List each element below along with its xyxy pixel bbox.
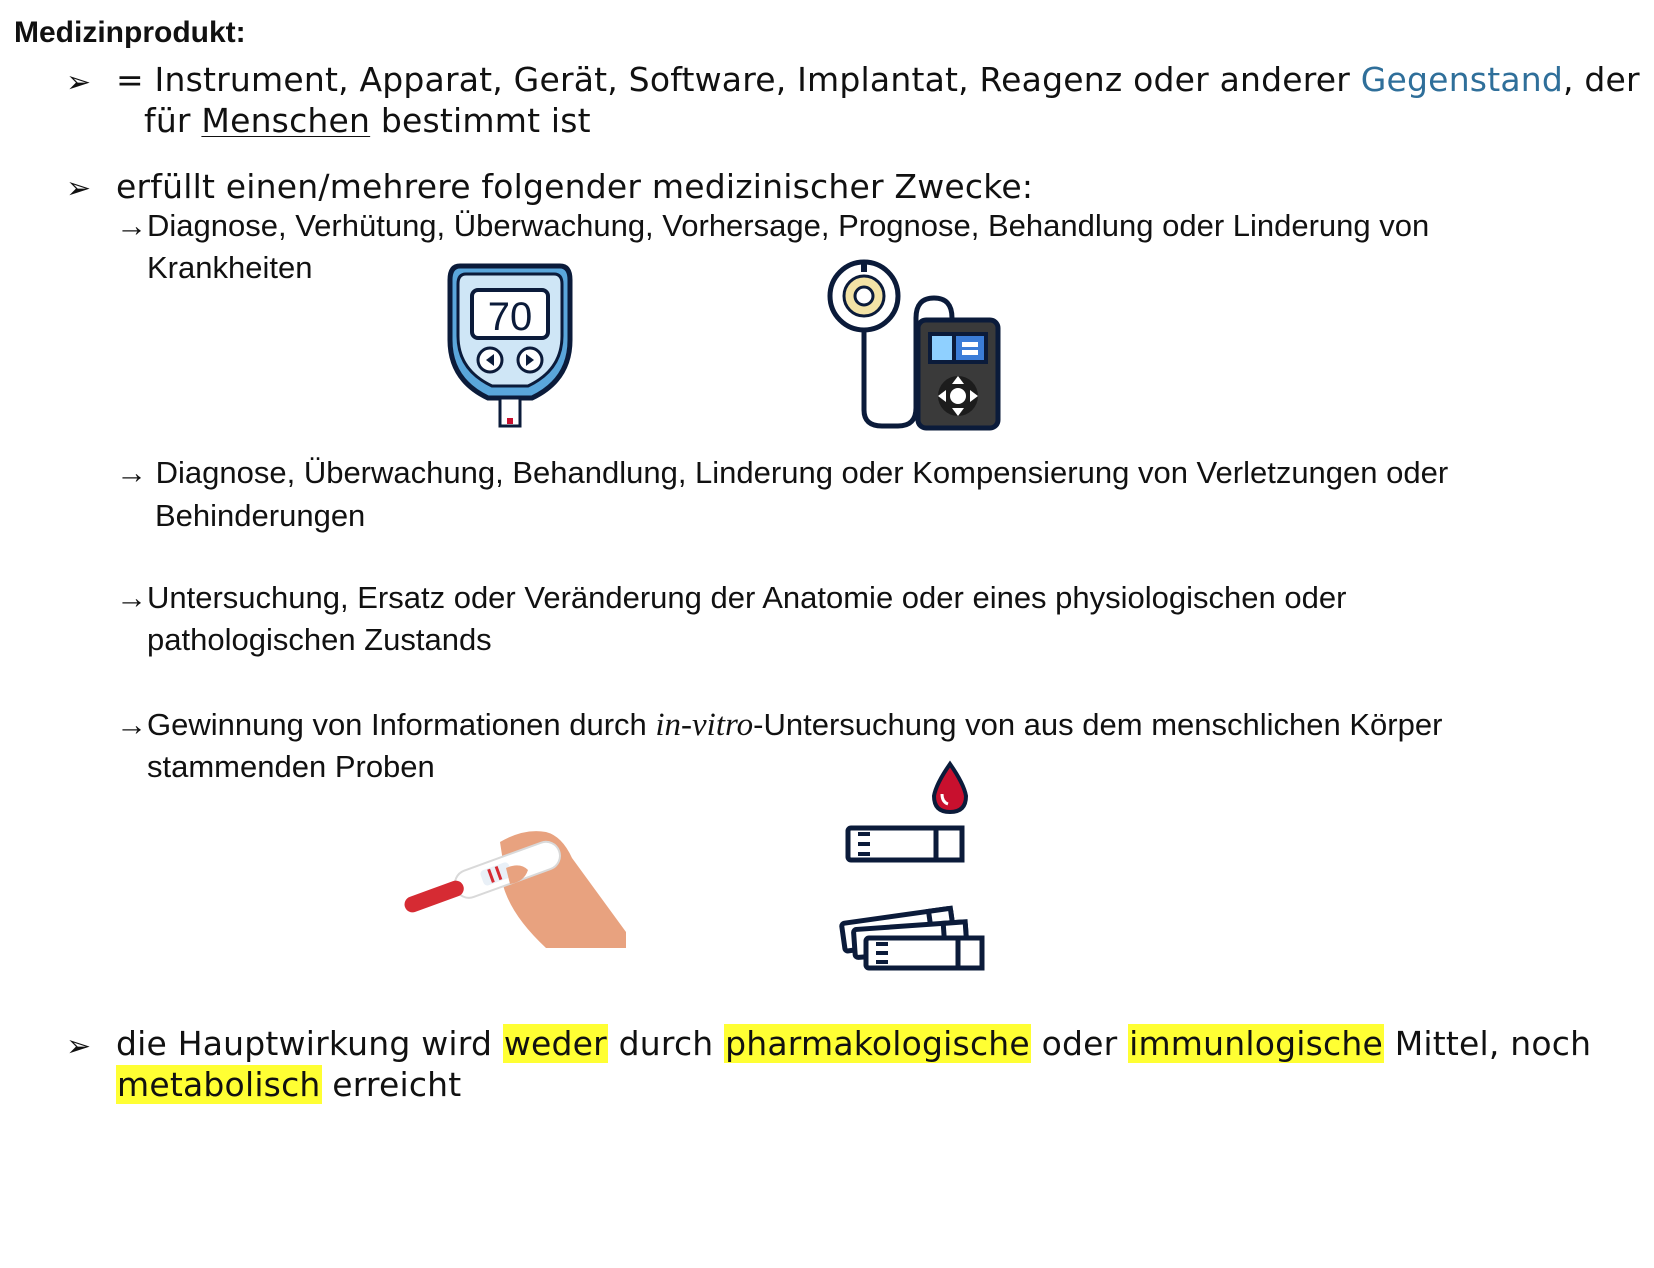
bullet-1-line-1: = Instrument, Apparat, Gerät, Software, Implantat, Reagenz oder anderer Gegenstand, der <box>116 60 1640 99</box>
insulin-pump-icon <box>826 258 1002 432</box>
highlight-weder: weder <box>503 1024 607 1063</box>
bullet-1-line-2: für Menschen bestimmt ist <box>144 101 591 140</box>
glucometer-display: 70 <box>487 295 533 339</box>
purpose-1-line-2: Krankheiten <box>147 250 313 285</box>
purpose-2-line-1: → Diagnose, Überwachung, Behandlung, Linderung oder Kompensierung von Verletzungen oder <box>116 455 1449 490</box>
menschen-term: Menschen <box>201 101 371 140</box>
bullet-2-text: erfüllt einen/mehrere folgender medizinischer Zwecke: <box>116 167 1034 206</box>
purpose-3-line-2: pathologischen Zustands <box>147 622 492 657</box>
glucometer-icon <box>446 262 574 430</box>
purpose-3-line-1: →Untersuchung, Ersatz oder Veränderung der Anatomie oder eines physiologischen oder <box>116 580 1347 615</box>
purpose-4-line-1: →Gewinnung von Informationen durch in-vitro-Untersuchung von aus dem menschlichen Körper <box>116 707 1443 743</box>
purpose-4-line-2: stammenden Proben <box>147 749 435 784</box>
in-vitro-term: in-vitro <box>655 707 754 743</box>
highlight-immunlogische: immunlogische <box>1129 1024 1384 1063</box>
purpose-1-line-1: →Diagnose, Verhütung, Überwachung, Vorhersage, Prognose, Behandlung oder Linderung von <box>116 208 1430 243</box>
bullet-3-line-2: metabolisch erreicht <box>117 1065 462 1104</box>
right-arrow-icon: → <box>116 455 147 490</box>
bullet-arrow-icon: ➢ <box>66 65 92 100</box>
right-arrow-icon: → <box>116 580 147 615</box>
right-arrow-icon: → <box>116 707 147 742</box>
bullet-arrow-icon: ➢ <box>66 1029 92 1064</box>
bullet-3-line-1: die Hauptwirkung wird weder durch pharmakologische oder immunlogische Mittel, noch <box>116 1024 1592 1063</box>
gegenstand-term: Gegenstand <box>1360 60 1564 99</box>
pregnancy-test-icon <box>396 824 628 948</box>
test-strips-icon <box>836 824 988 974</box>
purpose-2-line-2: Behinderungen <box>155 498 366 533</box>
bullet-arrow-icon: ➢ <box>66 171 92 206</box>
highlight-metabolisch: metabolisch <box>117 1065 321 1104</box>
highlight-pharmakologische: pharmakologische <box>725 1024 1030 1063</box>
page-title: Medizinprodukt: <box>14 16 246 49</box>
right-arrow-icon: → <box>116 208 147 243</box>
blood-drop-icon <box>930 762 970 816</box>
